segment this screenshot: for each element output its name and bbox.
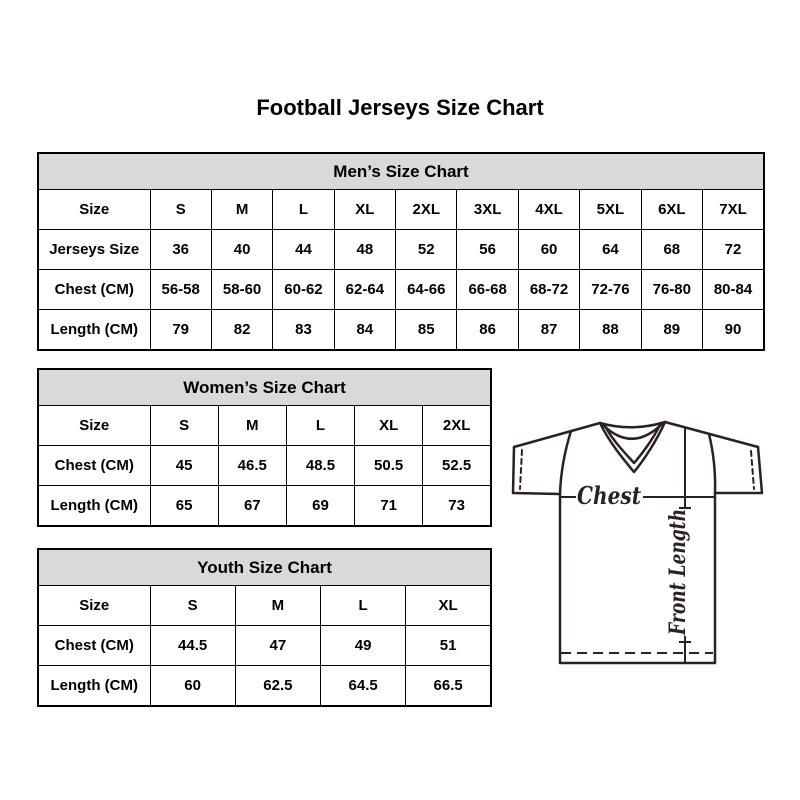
value-cell: 60 xyxy=(150,666,235,707)
value-cell: M xyxy=(218,406,286,446)
value-cell: 52 xyxy=(396,230,457,270)
value-cell: 7XL xyxy=(703,190,764,230)
value-cell: 64 xyxy=(580,230,641,270)
value-cell: 47 xyxy=(235,626,320,666)
value-cell: 68 xyxy=(641,230,702,270)
value-cell: 73 xyxy=(423,486,491,527)
value-cell: 86 xyxy=(457,310,518,351)
value-cell: 56 xyxy=(457,230,518,270)
mens-table xyxy=(37,152,765,351)
table-section-row xyxy=(38,549,491,586)
value-cell: 80-84 xyxy=(703,270,764,310)
value-cell: XL xyxy=(406,586,491,626)
front-length-label: Front Length xyxy=(665,472,691,635)
value-cell: 52.5 xyxy=(423,446,491,486)
value-cell: L xyxy=(286,406,354,446)
row-label-cell: Length (CM) xyxy=(38,486,150,527)
value-cell: 45 xyxy=(150,446,218,486)
value-cell: 4XL xyxy=(518,190,579,230)
row-label-cell: Size xyxy=(38,406,150,446)
value-cell: L xyxy=(321,586,406,626)
jersey-measurement-diagram xyxy=(503,398,775,683)
measurement-lines xyxy=(560,427,715,663)
table-section-row xyxy=(38,369,491,406)
row-label-cell: Chest (CM) xyxy=(38,270,150,310)
value-cell: 71 xyxy=(355,486,423,527)
value-cell: 69 xyxy=(286,486,354,527)
value-cell: 64-66 xyxy=(396,270,457,310)
value-cell: 62-64 xyxy=(334,270,395,310)
value-cell: S xyxy=(150,406,218,446)
table-row xyxy=(38,446,491,486)
value-cell: 87 xyxy=(518,310,579,351)
value-cell: 46.5 xyxy=(218,446,286,486)
row-label-cell: Length (CM) xyxy=(38,310,150,351)
value-cell: 60 xyxy=(518,230,579,270)
table-row xyxy=(38,486,491,527)
value-cell: 49 xyxy=(321,626,406,666)
value-cell: 66-68 xyxy=(457,270,518,310)
value-cell: 90 xyxy=(703,310,764,351)
value-cell: 60-62 xyxy=(273,270,334,310)
value-cell: 76-80 xyxy=(641,270,702,310)
value-cell: 64.5 xyxy=(321,666,406,707)
table-row xyxy=(38,626,491,666)
value-cell: 5XL xyxy=(580,190,641,230)
value-cell: 58-60 xyxy=(211,270,272,310)
value-cell: 36 xyxy=(150,230,211,270)
row-label-cell: Chest (CM) xyxy=(38,446,150,486)
value-cell: 83 xyxy=(273,310,334,351)
value-cell: 85 xyxy=(396,310,457,351)
value-cell: 62.5 xyxy=(235,666,320,707)
table-row xyxy=(38,666,491,707)
jersey-outline-icon xyxy=(513,422,762,663)
table-row xyxy=(38,310,764,351)
value-cell: 44 xyxy=(273,230,334,270)
value-cell: 50.5 xyxy=(355,446,423,486)
value-cell: 48.5 xyxy=(286,446,354,486)
table-row xyxy=(38,586,491,626)
value-cell: S xyxy=(150,190,211,230)
value-cell: 67 xyxy=(218,486,286,527)
row-label-cell: Chest (CM) xyxy=(38,626,150,666)
womens-size-chart-table xyxy=(37,368,492,527)
table-section-header: Men’s Size Chart xyxy=(38,153,764,190)
youth-table xyxy=(37,548,492,707)
row-label-cell: Jerseys Size xyxy=(38,230,150,270)
chest-label: Chest xyxy=(577,481,641,510)
value-cell: 82 xyxy=(211,310,272,351)
value-cell: 3XL xyxy=(457,190,518,230)
table-section-row xyxy=(38,153,764,190)
value-cell: 6XL xyxy=(641,190,702,230)
value-cell: 44.5 xyxy=(150,626,235,666)
value-cell: 79 xyxy=(150,310,211,351)
table-section-header: Youth Size Chart xyxy=(38,549,491,586)
value-cell: 48 xyxy=(334,230,395,270)
value-cell: S xyxy=(150,586,235,626)
row-label-cell: Length (CM) xyxy=(38,666,150,707)
table-row xyxy=(38,190,764,230)
youth-size-chart-table xyxy=(37,548,492,707)
value-cell: 2XL xyxy=(396,190,457,230)
table-row xyxy=(38,270,764,310)
value-cell: L xyxy=(273,190,334,230)
value-cell: 40 xyxy=(211,230,272,270)
value-cell: 68-72 xyxy=(518,270,579,310)
value-cell: 65 xyxy=(150,486,218,527)
value-cell: 72 xyxy=(703,230,764,270)
value-cell: XL xyxy=(355,406,423,446)
row-label-cell: Size xyxy=(38,190,150,230)
value-cell: 56-58 xyxy=(150,270,211,310)
table-row xyxy=(38,406,491,446)
table-section-header: Women’s Size Chart xyxy=(38,369,491,406)
womens-table xyxy=(37,368,492,527)
value-cell: XL xyxy=(334,190,395,230)
value-cell: 51 xyxy=(406,626,491,666)
value-cell: 72-76 xyxy=(580,270,641,310)
page-title: Football Jerseys Size Chart xyxy=(256,95,544,120)
value-cell: 88 xyxy=(580,310,641,351)
value-cell: 2XL xyxy=(423,406,491,446)
value-cell: 84 xyxy=(334,310,395,351)
value-cell: M xyxy=(235,586,320,626)
table-row xyxy=(38,230,764,270)
value-cell: M xyxy=(211,190,272,230)
value-cell: 66.5 xyxy=(406,666,491,707)
mens-size-chart-table xyxy=(37,152,765,351)
row-label-cell: Size xyxy=(38,586,150,626)
value-cell: 89 xyxy=(641,310,702,351)
